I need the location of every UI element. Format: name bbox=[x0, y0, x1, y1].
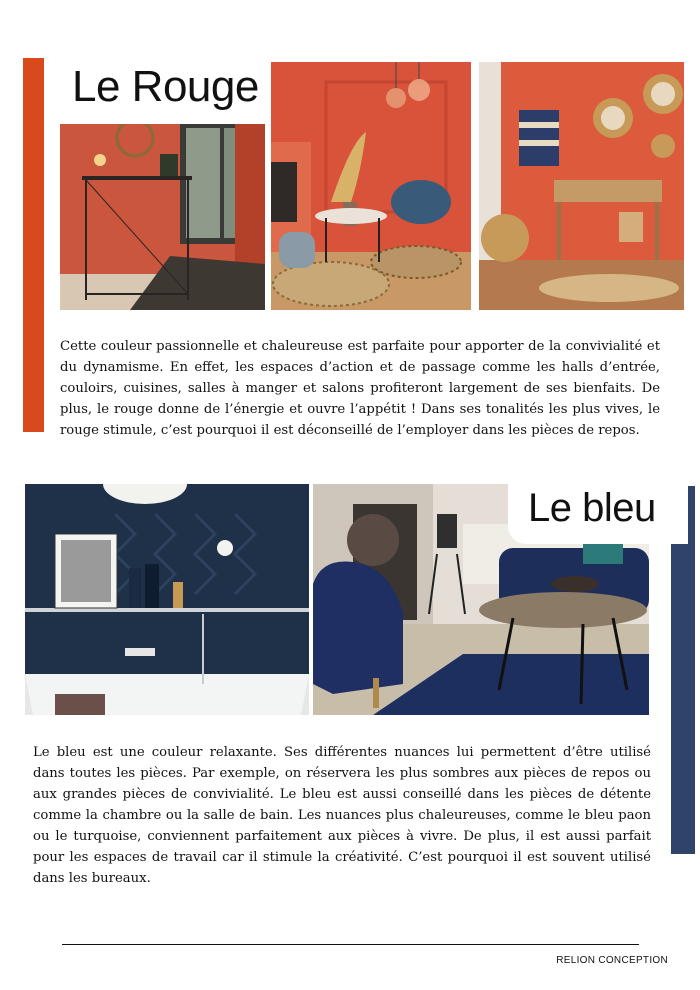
red-accent-bar bbox=[23, 58, 44, 432]
title-rouge: Le Rouge bbox=[72, 62, 259, 111]
photo-red-living-room bbox=[271, 62, 471, 310]
paragraph-rouge: Cette couleur passionnelle et chaleureuse est parfaite pour apporter de la convivialité et du dynamisme. En effet, les espaces d’action et de passage comme les halls d’entrée, couloirs, cuisines, salles à manger et salons profiteront largement de ses bienfaits. De plus, le rouge donne de l’énergie et ouvre l’appétit ! Dans ses tonalités les plus vives, le rouge stimule, c’est pourquoi il est déconseillé de l’employer dans les pièces de repos. bbox=[60, 339, 660, 438]
footer-brand: RELION CONCEPTION bbox=[556, 955, 668, 966]
photo-blue-bathroom bbox=[25, 484, 309, 715]
title-bleu: Le bleu bbox=[528, 486, 656, 530]
photo-red-console-mirrors bbox=[479, 62, 684, 310]
photo-red-hallway bbox=[60, 124, 265, 310]
paragraph-bleu: Le bleu est une couleur relaxante. Ses différentes nuances lui permettent d’être utilisé dans toutes les pièces. Par exemple, on réservera les plus sombres aux pièces de repos ou aux grandes pièces de convivialité. Le bleu est aussi conseillé dans les pièces de détente comme la chambre ou la salle de bain. Les nuances plus chaleureuses, comme le bleu paon ou le turquoise, conviennent parfaitement aux pièces à vivre. De plus, il est aussi parfait pour les espaces de travail car il stimule la créativité. C’est pourquoi il est souvent utilisé dans les bureaux. bbox=[33, 745, 651, 886]
footer-divider bbox=[62, 944, 639, 945]
